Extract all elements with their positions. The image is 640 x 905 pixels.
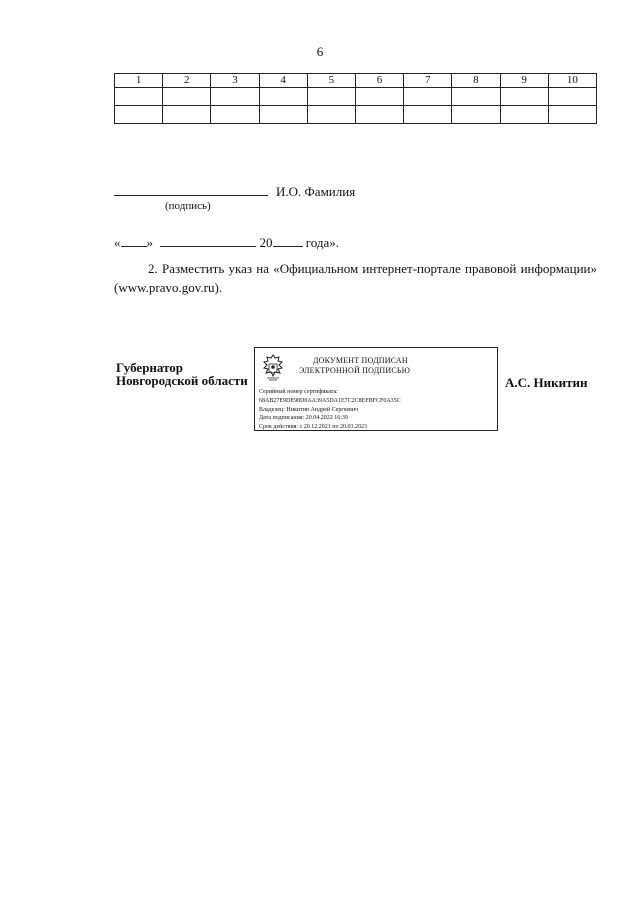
coat-of-arms-icon (261, 354, 285, 382)
table-cell (115, 88, 163, 106)
stamp-serial-label: Серийный номер сертификата: (259, 389, 338, 395)
table-cell (452, 88, 500, 106)
stamp-heading-line2: ЭЛЕКТРОННОЙ ПОДПИСЬЮ (299, 366, 411, 375)
table-cell (355, 88, 403, 106)
paragraph-2: 2. Разместить указ на «Официальном интернет-портале правовой информации» (www.pravo.gov.ru). (114, 261, 597, 295)
stamp-signed-date: Дата подписания: 20.04.2022 16:39 (259, 415, 348, 422)
signature-blank (114, 183, 268, 196)
table-cell (115, 106, 163, 124)
governor-title-line2: Новгородской области (116, 373, 248, 388)
table-cell (259, 106, 307, 124)
table-cell (548, 106, 596, 124)
table-header-cell: 3 (211, 74, 259, 88)
page-number: 6 (316, 44, 324, 59)
table-header-cell: 2 (163, 74, 211, 88)
month-blank (160, 234, 256, 247)
stamp-owner: Владелец: Никитин Андрей Сергеевич (259, 406, 359, 413)
table-cell (452, 106, 500, 124)
table-header-cell: 6 (355, 74, 403, 88)
e-signature-stamp (254, 347, 498, 431)
governor-title (116, 361, 248, 387)
table-cell (404, 88, 452, 106)
table-cell (259, 88, 307, 106)
date-close-quote: » (146, 235, 153, 250)
table-cell (163, 106, 211, 124)
signature-caption: (подпись) (165, 200, 211, 212)
table-header-cell: 5 (307, 74, 355, 88)
table-cell (307, 106, 355, 124)
governor-name: А.С. Никитин (505, 375, 588, 390)
table-header-cell: 10 (548, 74, 596, 88)
table-cell (163, 88, 211, 106)
day-blank (121, 234, 147, 247)
table-cell (355, 106, 403, 124)
year-prefix: 20 (259, 235, 273, 250)
table-row (115, 88, 597, 106)
table-header-cell: 9 (500, 74, 548, 88)
table-header-row (115, 74, 597, 88)
table-row (115, 106, 597, 124)
table-cell (404, 106, 452, 124)
stamp-heading (299, 356, 410, 376)
stamp-validity: Срок действия: с 20.12.2021 по 20.03.2023 (259, 424, 367, 431)
table-cell (307, 88, 355, 106)
form-table (114, 73, 597, 124)
table-cell (211, 106, 259, 124)
year-blank (273, 234, 303, 247)
table-cell (548, 88, 596, 106)
date-suffix: года». (305, 235, 340, 250)
signature-name: И.О. Фамилия (276, 184, 356, 199)
table-cell (500, 88, 548, 106)
table-cell (500, 106, 548, 124)
table-header-cell: 4 (259, 74, 307, 88)
governor-title-line1: Губернатор (116, 360, 184, 375)
table-header-cell: 7 (404, 74, 452, 88)
stamp-details (259, 388, 401, 432)
table-cell (211, 88, 259, 106)
table-header-cell: 8 (452, 74, 500, 88)
stamp-serial-value: 68AB27E9DE98D0AA39A5DA1E7C2C8EFBFCF0A35C (259, 397, 401, 404)
stamp-heading-line1: ДОКУМЕНТ ПОДПИСАН (313, 356, 408, 365)
signature-line (114, 183, 355, 200)
date-open-quote: « (114, 235, 121, 250)
date-line (114, 234, 339, 251)
table-header-cell: 1 (115, 74, 163, 88)
